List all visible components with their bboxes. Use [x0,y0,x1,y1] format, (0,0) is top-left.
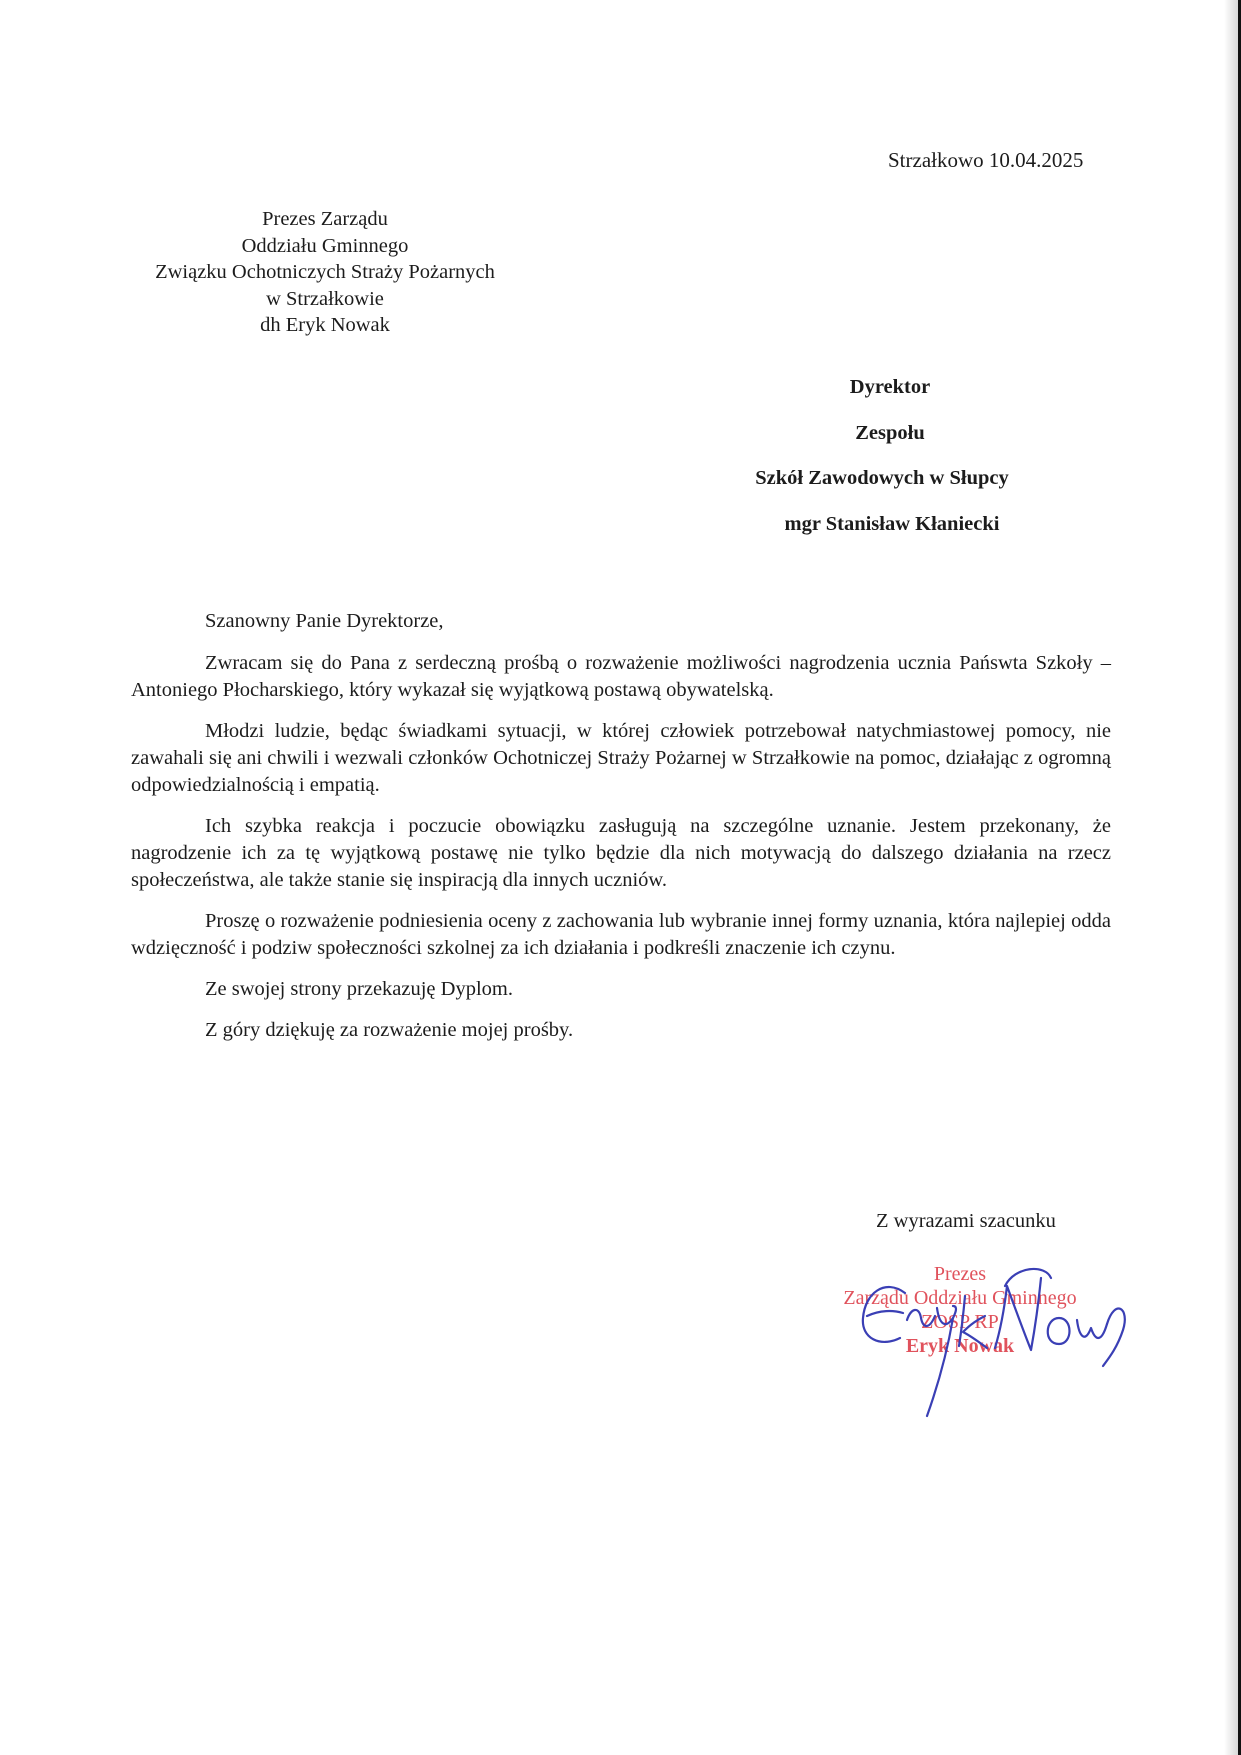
body-paragraph: Ze swojej strony przekazuję Dyplom. [205,978,513,1000]
recipient-block [680,376,1100,558]
recipient-line: Zespołu [855,421,925,444]
body-paragraph: Młodzi ludzie, będąc świadkami sytuacji, w której człowiek potrzebował natychmiastowej pomocy, nie zawahali się ani chwili i wezwali członków Ochotniczej Straży Pożarnej w Strzałkowie na pomoc, działając z ogromną odpowiedzialnością i empatią. [131,720,1111,796]
recipient-line: mgr Stanisław Kłaniecki [784,512,1000,535]
body-paragraph: Zwracam się do Pana z serdeczną prośbą o rozważenie możliwości nagrodzenia ucznia Pańswta Szkoły –Antoniego Płocharskiego, który wykazał się wyjątkową postawą obywatelską. [131,652,1111,701]
body-paragraph: Ich szybka reakcja i poczucie obowiązku zasługują na szczególne uznanie. Jestem przekonany, że nagrodzenie ich za tę wyjątkową postawę nie tylko będzie dla nich motywacją do dalszego działania na rzecz społeczeństwa, ale także stanie się inspiracją dla innych uczniów. [131,815,1111,891]
recipient-line: Dyrektor [849,376,931,398]
stamp-line: ZOSP RP [921,1311,999,1333]
sender-line: Prezes Zarządu [262,208,388,230]
body-paragraph: Proszę o rozważenie podniesienia oceny z zachowania lub wybranie innej formy uznania, która najlepiej odda wdzięczność i podziw społeczności szkolnej za ich działania i podkreśli znaczenie ich czynu. [131,910,1111,959]
closing-phrase: Z wyrazami szacunku [876,1210,1056,1232]
stamp-line: Prezes [933,1263,987,1285]
body-paragraph: Z góry dziękuję za rozważenie mojej prośby. [205,1019,574,1041]
recipient-line: Szkół Zawodowych w Słupcy [755,467,1009,489]
stamp-line: Zarządu Oddziału Gminnego [843,1287,1077,1309]
letter-body [131,608,1111,1058]
letter-date: Strzałkowo 10.04.2025 [888,148,1084,172]
sender-line: Związku Ochotniczych Straży Pożarnych [155,261,495,283]
sender-line: Oddziału Gminnego [241,234,409,257]
sender-block [60,206,590,339]
sender-line: w Strzałkowie [266,287,384,310]
sender-line: dh Eryk Nowak [260,314,390,336]
stamp-line: Eryk Nowak [905,1335,1015,1357]
salutation: Szanowny Panie Dyrektorze, [205,610,444,632]
handwritten-signature [845,1258,1135,1428]
scan-edge-shadow [1224,0,1238,1755]
